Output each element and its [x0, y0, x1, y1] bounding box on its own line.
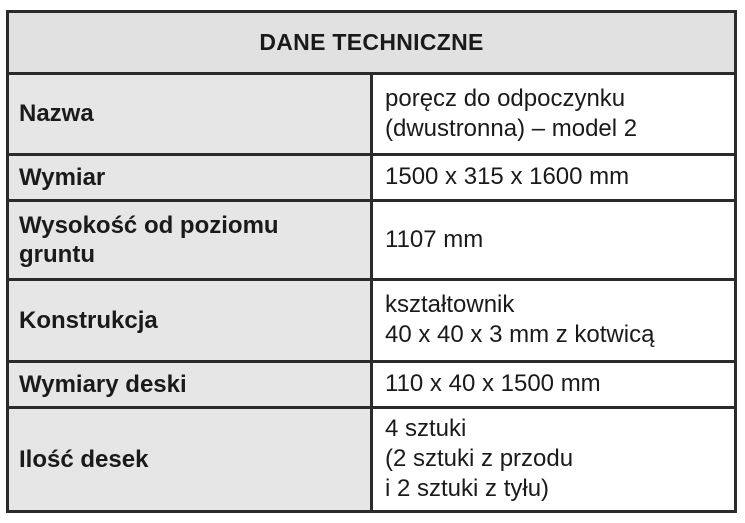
value-line: 110 x 40 x 1500 mm	[385, 370, 601, 398]
row-value-name	[372, 73, 736, 154]
value-line: (2 sztuki z przodu	[385, 445, 574, 473]
table-row-board-count	[8, 407, 736, 511]
value-line: 1107 mm	[385, 226, 484, 254]
table-row-board-dimensions	[8, 361, 736, 407]
value-line: i 2 sztuki z tyłu)	[385, 475, 550, 503]
row-value-dimensions	[372, 154, 736, 200]
table-row-height-above-ground	[8, 200, 736, 279]
row-label-board-dimensions: Wymiary deski	[8, 361, 372, 407]
value-line: kształtownik	[385, 291, 515, 319]
table-row-name	[8, 73, 736, 154]
value-line: 1500 x 315 x 1600 mm	[385, 163, 630, 191]
value-line: 4 sztuki	[385, 415, 467, 443]
technical-data-table	[6, 10, 737, 513]
row-label-height-above-ground	[8, 200, 372, 279]
row-value-height-above-ground	[372, 200, 736, 279]
row-label-dimensions: Wymiar	[8, 154, 372, 200]
row-label-construction: Konstrukcja	[8, 280, 372, 361]
row-label-board-count: Ilość desek	[8, 407, 372, 511]
table-title: DANE TECHNICZNE	[8, 12, 736, 74]
row-label-name: Nazwa	[8, 73, 372, 154]
row-value-construction	[372, 280, 736, 361]
table-row-construction	[8, 280, 736, 361]
value-line: (dwustronna) – model 2	[385, 114, 638, 142]
value-line: 40 x 40 x 3 mm z kotwicą	[385, 321, 655, 349]
row-value-board-dimensions	[372, 361, 736, 407]
label-line: gruntu	[19, 241, 95, 269]
table-row-dimensions	[8, 154, 736, 200]
table-header-row	[8, 12, 736, 74]
value-line: poręcz do odpoczynku	[385, 84, 626, 112]
row-value-board-count	[372, 407, 736, 511]
label-line: Wysokość od poziomu	[19, 212, 279, 240]
